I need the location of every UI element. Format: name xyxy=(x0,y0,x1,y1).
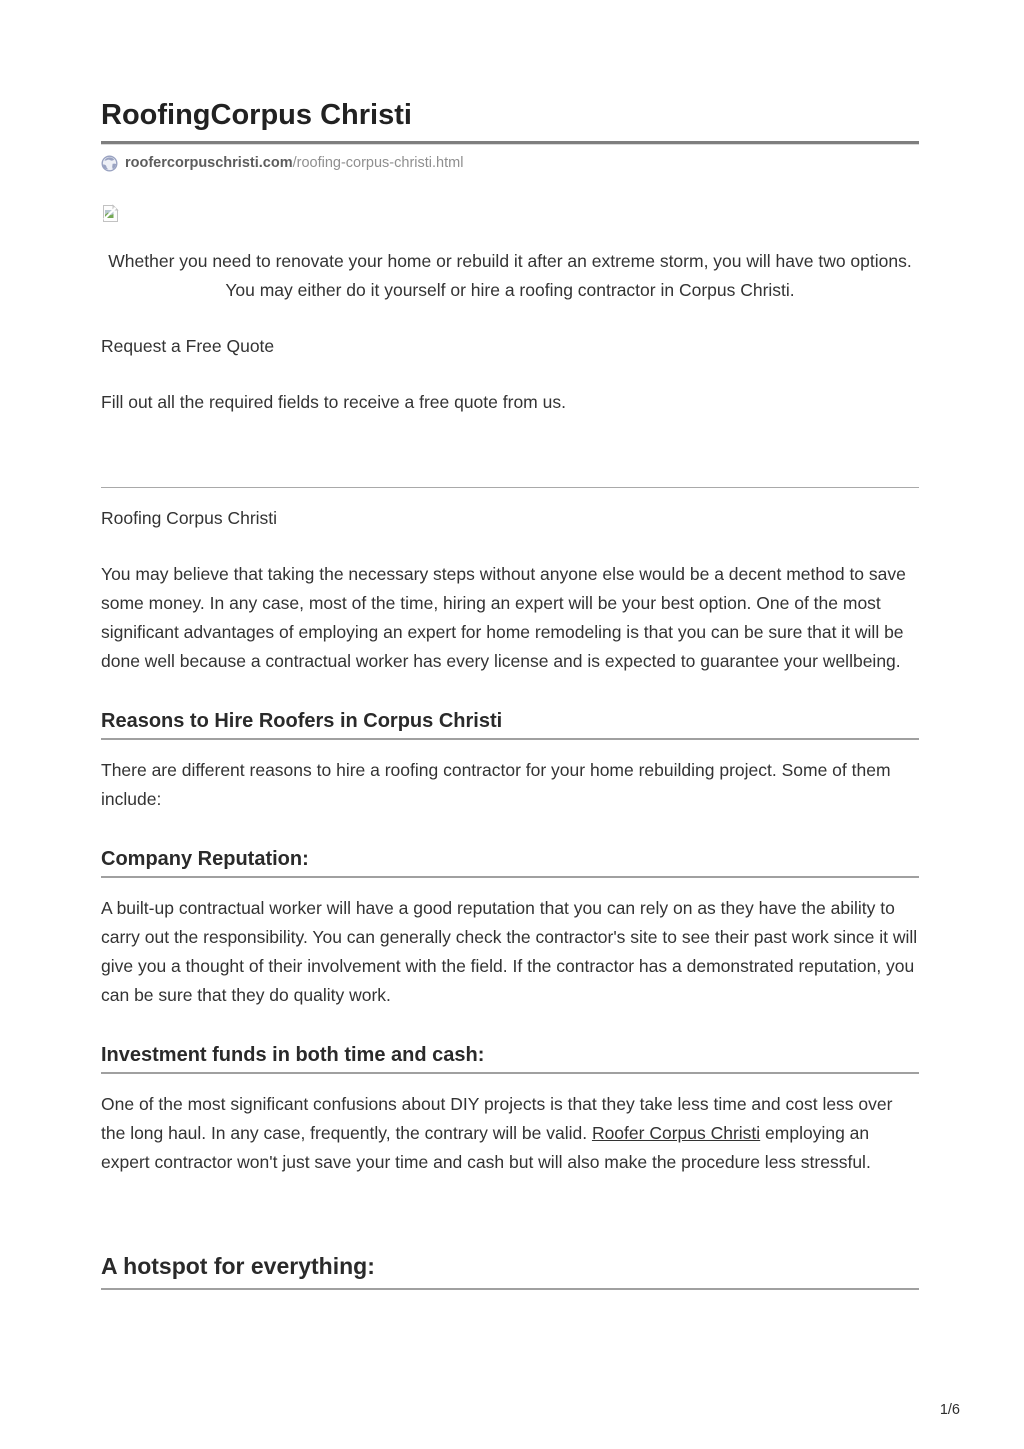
document-content xyxy=(101,99,919,1290)
globe-icon xyxy=(101,155,118,172)
source-domain: roofercorpuschristi.com xyxy=(125,155,293,171)
paragraph-expert: You may believe that taking the necessary steps without anyone else would be a decent method to save some money. In any case, most of the time, hiring an expert will be your best option. One of the most significant advantages of employing an expert for home remodeling is that you can be sure that it will be done well because a contractual worker has every license and is expected to guarantee your wellbeing. xyxy=(101,564,906,671)
broken-image-icon xyxy=(101,204,120,223)
page-number: 1/6 xyxy=(939,1402,960,1418)
heading-investment-funds: Investment funds in both time and cash: xyxy=(101,1043,919,1074)
heading-hotspot: A hotspot for everything: xyxy=(101,1253,919,1290)
paragraph-reasons: There are different reasons to hire a roofing contractor for your home rebuilding project. Some of them include: xyxy=(101,760,891,809)
heading-company-reputation: Company Reputation: xyxy=(101,847,919,878)
request-quote-text: Request a Free Quote xyxy=(101,336,275,356)
paragraph-investment-pre: One of the most significant confusions about DIY projects is that they take less time and cost less over the long haul. In any case, frequently, the contrary will be valid. xyxy=(101,1094,893,1143)
fill-fields-text: Fill out all the required fields to receive a free quote from us. xyxy=(101,392,566,412)
paragraph-investment xyxy=(101,1090,919,1177)
site-label: Roofing Corpus Christi xyxy=(101,508,278,528)
roofer-corpus-christi-link[interactable]: Roofer Corpus Christi xyxy=(591,1123,761,1143)
source-url-row xyxy=(101,153,919,173)
section-divider xyxy=(101,487,919,488)
title-divider xyxy=(101,141,919,145)
intro-paragraph: Whether you need to renovate your home or rebuild it after an extreme storm, you will have two options. You may either do it yourself or hire a roofing contractor in Corpus Christi. xyxy=(108,251,912,300)
paragraph-reputation: A built-up contractual worker will have a good reputation that you can rely on as they have the ability to carry out the responsibility. You can generally check the contractor's site to see their past work since it will give you a thought of their involvement with the field. If the contractor has a demonstrated reputation, you can be sure that they do quality work. xyxy=(101,898,918,1005)
paragraph-investment-post: employing an expert contractor won't just save your time and cash but will also make the procedure less stressful. xyxy=(101,1123,871,1172)
page-title: RoofingCorpus Christi xyxy=(101,99,412,131)
heading-reasons: Reasons to Hire Roofers in Corpus Christi xyxy=(101,709,919,740)
source-path: /roofing-corpus-christi.html xyxy=(292,155,464,171)
